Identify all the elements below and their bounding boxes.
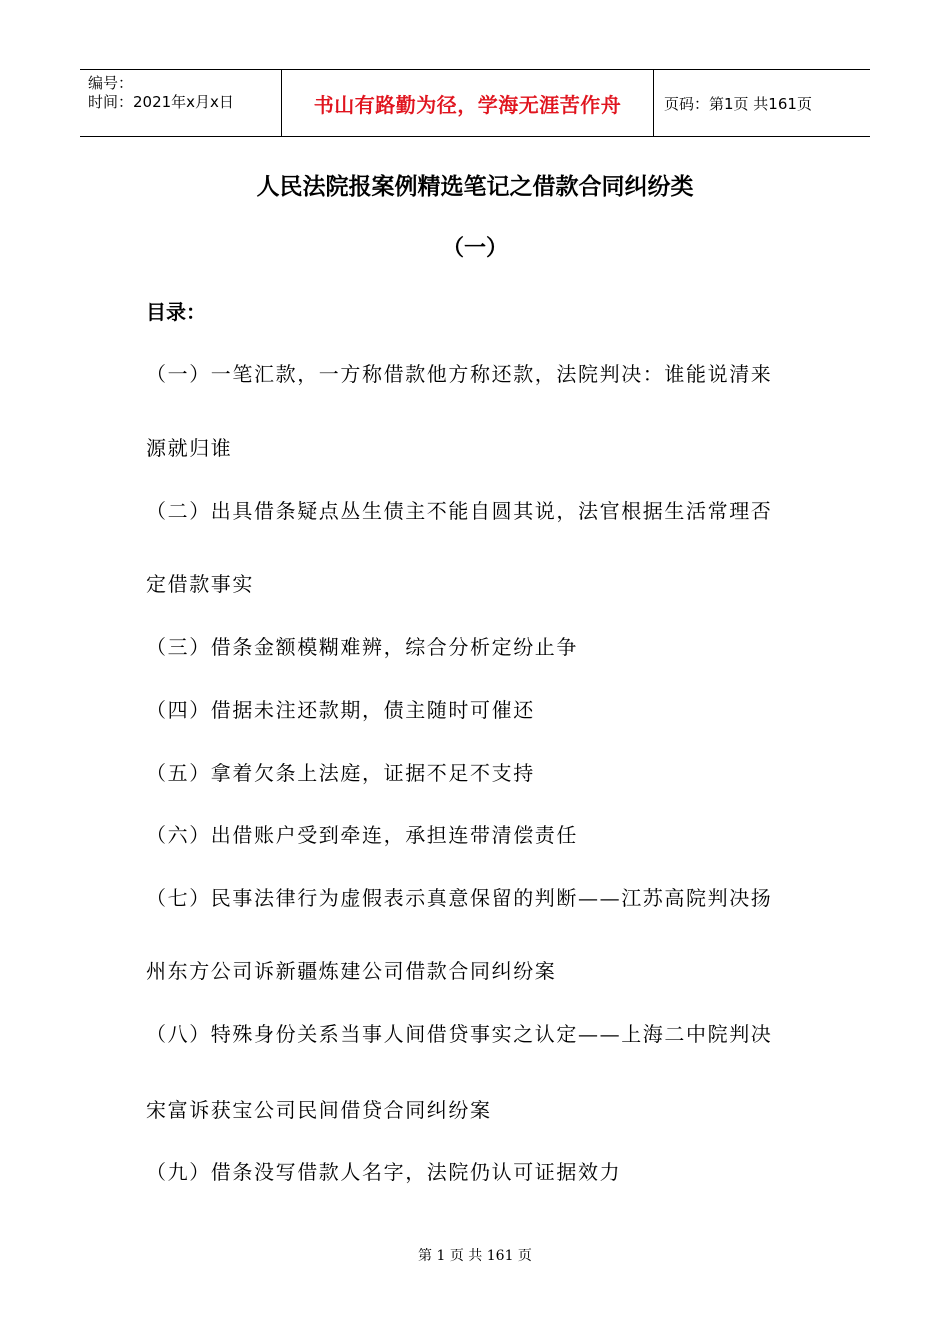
toc-line: （七）民事法律行为虚假表示真意保留的判断——江苏高院判决扬 [146,886,773,910]
toc-line: 州东方公司诉新疆炼建公司借款合同纠纷案 [146,959,557,983]
toc-line: （八）特殊身份关系当事人间借贷事实之认定——上海二中院判决 [146,1022,773,1046]
document-subtitle: （一） [441,235,508,261]
toc-line: 定借款事实 [146,572,254,596]
toc-line: （四）借据未注还款期，债主随时可催还 [146,698,535,722]
page-info: 页码：第1页 共161页 [664,94,812,113]
toc-line: 源就归谁 [146,436,233,460]
toc-line: （一）一笔汇款，一方称借款他方称还款，法院判决：谁能说清来 [146,362,773,386]
date-label: 时间：2021年x月x日 [88,93,234,111]
toc-line: （二）出具借条疑点丛生债主不能自圆其说，法官根据生活常理否 [146,499,773,523]
toc-line: （六）出借账户受到牵连，承担连带清偿责任 [146,823,578,847]
header-meta-cell [80,70,282,136]
toc-line: 宋富诉获宝公司民间借贷合同纠纷案 [146,1098,492,1122]
header-motto-cell [282,70,654,136]
header-table [80,69,870,137]
header-page-cell [654,70,870,136]
toc-line: （五）拿着欠条上法庭，证据不足不支持 [146,761,535,785]
document-title: 人民法院报案例精选笔记之借款合同纠纷类 [256,173,694,200]
motto-text: 书山有路勤为径，学海无涯苦作舟 [313,92,622,117]
number-label: 编号： [88,74,134,92]
page-footer: 第 1 页 共 161 页 [418,1248,532,1264]
toc-line: （三）借条金额模糊难辨，综合分析定纷止争 [146,635,578,659]
toc-heading: 目录： [146,300,206,324]
toc-line: （九）借条没写借款人名字，法院仍认可证据效力 [146,1160,622,1184]
